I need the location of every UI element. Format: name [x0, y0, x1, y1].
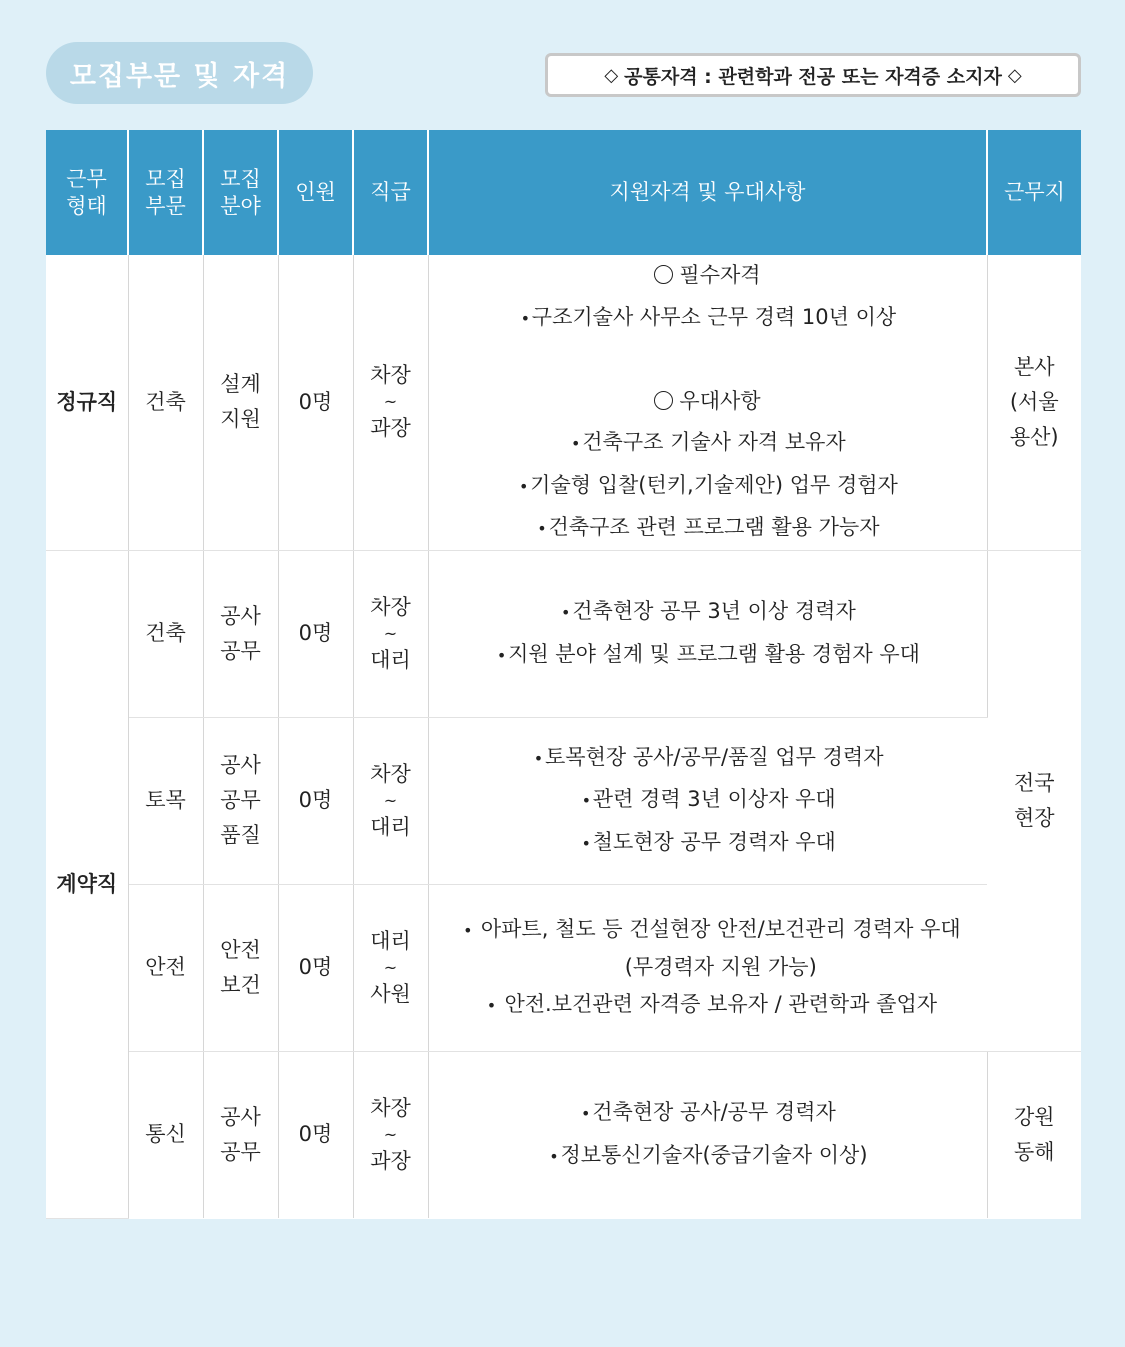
list-item: •건축구조 관련 프로그램 활용 가능자 [537, 515, 880, 539]
header-work-type: 근무 형태 [46, 130, 128, 255]
location-cell: 본사 (서울 용산) [987, 255, 1081, 550]
work-type-cell: 계약직 [46, 550, 128, 1218]
field-cell: 공사 공무 [203, 550, 278, 717]
table-row [46, 255, 1081, 550]
header-qualification: 지원자격 및 우대사항 [428, 130, 987, 255]
rank-cell: 대리 ~ 사원 [353, 884, 428, 1051]
list-item: •구조기술사 사무소 근무 경력 10년 이상 [520, 304, 897, 329]
common-qualification-text: 공통자격 : 관련학과 전공 또는 자격증 소지자 [624, 65, 1002, 88]
division-cell: 건축 [128, 550, 203, 717]
table-row [46, 717, 1081, 884]
diamond-icon: ◇ [604, 64, 619, 86]
qualification-cell [428, 884, 987, 1051]
section-title: 모집부문 및 자격 [46, 42, 313, 104]
qualification-cell [428, 255, 987, 550]
field-cell: 공사 공무 품질 [203, 717, 278, 884]
division-cell: 안전 [128, 884, 203, 1051]
header-location: 근무지 [987, 130, 1081, 255]
list-item-continuation: (무경력자 지원 가능) [624, 955, 817, 979]
list-item: •기술형 입찰(턴키,기술제안) 업무 경험자 [518, 472, 898, 497]
field-cell: 공사 공무 [203, 1051, 278, 1218]
list-item: • 안전.보건관련 자격증 보유자 / 관련학과 졸업자 [486, 992, 938, 1016]
header-field: 모집 분야 [203, 130, 278, 255]
list-item: •건축현장 공사/공무 경력자 [580, 1100, 836, 1125]
preferred-heading: 우대사항 [429, 381, 987, 423]
list-item: •건축현장 공무 3년 이상 경력자 [561, 599, 856, 623]
headcount-cell: 0명 [278, 550, 353, 717]
headcount-cell: 0명 [278, 717, 353, 884]
list-item: •지원 분야 설계 및 프로그램 활용 경험자 우대 [496, 641, 920, 666]
required-heading: 필수자격 [429, 255, 987, 297]
rank-cell: 차장 ~ 대리 [353, 717, 428, 884]
recruitment-table [46, 130, 1081, 1219]
division-cell: 건축 [128, 255, 203, 550]
circle-icon [654, 265, 673, 284]
list-item: •정보통신기술자(중급기술자 이상) [549, 1142, 868, 1167]
list-item: •건축구조 기술사 자격 보유자 [571, 430, 846, 454]
common-qualification-box [545, 53, 1081, 97]
field-cell: 설계 지원 [203, 255, 278, 550]
headcount-cell: 0명 [278, 1051, 353, 1218]
headcount-cell: 0명 [278, 884, 353, 1051]
qualification-cell [428, 717, 987, 884]
table-header-row [46, 130, 1081, 255]
diamond-icon: ◇ [1007, 64, 1022, 86]
qualification-cell [428, 550, 987, 717]
headcount-cell: 0명 [278, 255, 353, 550]
rank-cell: 차장 ~ 과장 [353, 1051, 428, 1218]
table-row [46, 1051, 1081, 1218]
division-cell: 토목 [128, 717, 203, 884]
list-item: •토목현장 공사/공무/품질 업무 경력자 [533, 744, 884, 769]
list-item: •관련 경력 3년 이상자 우대 [581, 787, 836, 812]
circle-icon [654, 391, 673, 410]
list-item: • 아파트, 철도 등 건설현장 안전/보건관리 경력자 우대 [463, 917, 961, 941]
header-headcount: 인원 [278, 130, 353, 255]
location-cell: 전국 현장 [987, 550, 1081, 1051]
division-cell: 통신 [128, 1051, 203, 1218]
header-division: 모집 부문 [128, 130, 203, 255]
rank-cell: 차장 ~ 대리 [353, 550, 428, 717]
list-item: •철도현장 공무 경력자 우대 [581, 829, 836, 854]
rank-cell: 차장 ~ 과장 [353, 255, 428, 550]
qualification-cell [428, 1051, 987, 1218]
location-cell: 강원 동해 [1013, 1104, 1055, 1164]
work-type-cell: 정규직 [46, 255, 128, 550]
table-row [46, 884, 1081, 1051]
header-rank: 직급 [353, 130, 428, 255]
table-row [46, 550, 1081, 717]
field-cell: 안전 보건 [203, 884, 278, 1051]
